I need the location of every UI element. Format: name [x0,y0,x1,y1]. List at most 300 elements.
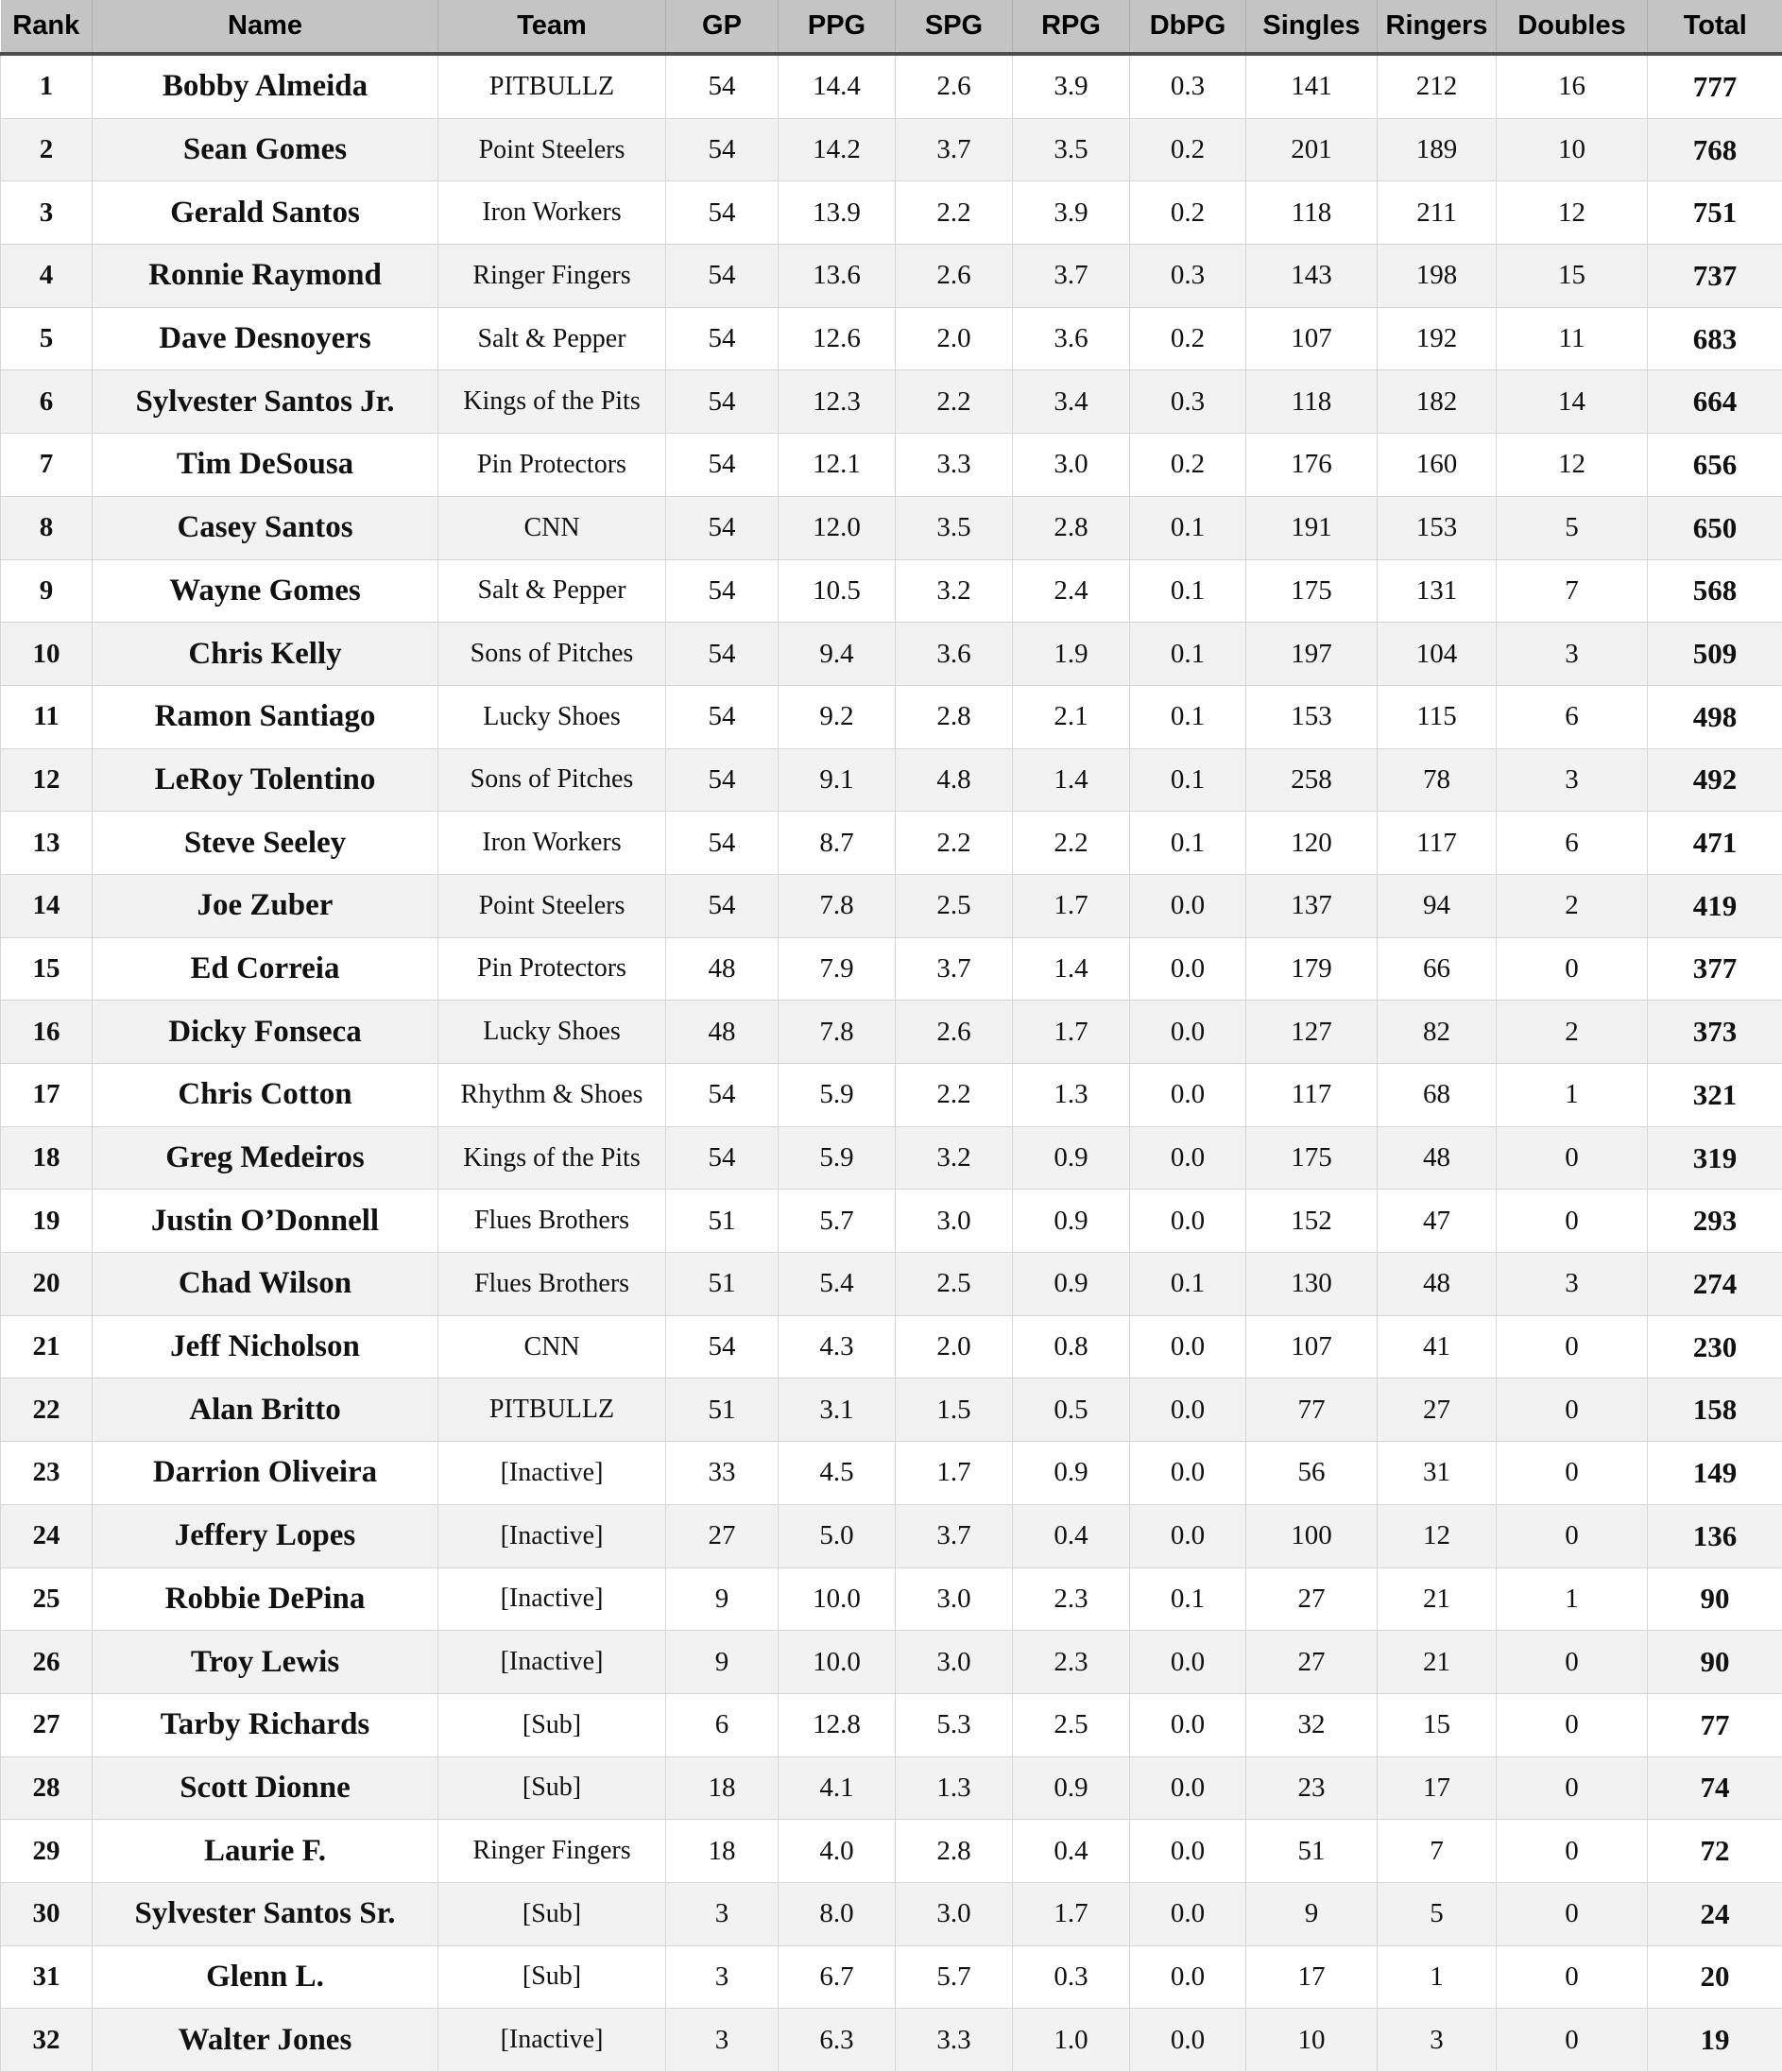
cell-spg: 3.5 [896,496,1013,559]
cell-name: Ronnie Raymond [93,245,438,308]
cell-dbpg: 0.1 [1130,1567,1246,1631]
cell-doubles: 0 [1497,1315,1648,1378]
cell-doubles: 0 [1497,1190,1648,1253]
cell-ppg: 4.3 [779,1315,896,1378]
cell-total: 77 [1648,1693,1782,1756]
cell-total: 656 [1648,434,1782,497]
cell-dbpg: 0.3 [1130,245,1246,308]
cell-doubles: 11 [1497,307,1648,370]
cell-rank: 25 [1,1567,93,1631]
cell-ppg: 13.6 [779,245,896,308]
cell-gp: 54 [666,874,779,937]
cell-ppg: 5.7 [779,1190,896,1253]
cell-rank: 13 [1,812,93,875]
cell-doubles: 1 [1497,1064,1648,1127]
table-row [1,434,1782,497]
cell-team: [Sub] [438,1882,666,1945]
cell-doubles: 14 [1497,370,1648,434]
cell-singles: 100 [1246,1504,1378,1567]
cell-rank: 26 [1,1631,93,1694]
cell-spg: 3.2 [896,559,1013,623]
table-row [1,245,1782,308]
cell-dbpg: 0.2 [1130,181,1246,245]
table-row [1,874,1782,937]
cell-singles: 197 [1246,623,1378,686]
cell-singles: 201 [1246,118,1378,181]
cell-ringers: 27 [1378,1378,1497,1442]
cell-ppg: 9.4 [779,623,896,686]
cell-rpg: 2.2 [1013,812,1130,875]
cell-dbpg: 0.0 [1130,874,1246,937]
cell-ringers: 48 [1378,1253,1497,1316]
cell-rank: 16 [1,1001,93,1064]
cell-gp: 54 [666,434,779,497]
cell-name: Jeffery Lopes [93,1504,438,1567]
cell-rpg: 3.7 [1013,245,1130,308]
cell-singles: 191 [1246,496,1378,559]
cell-team: Ringer Fingers [438,1820,666,1883]
cell-rpg: 0.9 [1013,1253,1130,1316]
cell-rank: 2 [1,118,93,181]
cell-singles: 9 [1246,1882,1378,1945]
cell-rpg: 2.3 [1013,1631,1130,1694]
cell-rank: 4 [1,245,93,308]
cell-doubles: 12 [1497,181,1648,245]
cell-total: 737 [1648,245,1782,308]
cell-ringers: 17 [1378,1756,1497,1820]
cell-team: Point Steelers [438,118,666,181]
cell-spg: 3.3 [896,434,1013,497]
cell-team: Rhythm & Shoes [438,1064,666,1127]
cell-rank: 32 [1,2009,93,2072]
cell-rpg: 3.0 [1013,434,1130,497]
cell-ppg: 9.2 [779,685,896,748]
cell-doubles: 0 [1497,1442,1648,1505]
cell-singles: 141 [1246,54,1378,118]
column-header-dbpg: DbPG [1130,0,1246,54]
cell-gp: 54 [666,307,779,370]
cell-singles: 152 [1246,1190,1378,1253]
cell-singles: 127 [1246,1001,1378,1064]
cell-doubles: 5 [1497,496,1648,559]
cell-ringers: 7 [1378,1820,1497,1883]
cell-rank: 29 [1,1820,93,1883]
cell-rpg: 1.7 [1013,1882,1130,1945]
table-row [1,1315,1782,1378]
cell-dbpg: 0.2 [1130,118,1246,181]
cell-ppg: 7.8 [779,1001,896,1064]
cell-rank: 18 [1,1126,93,1190]
cell-ringers: 192 [1378,307,1497,370]
column-header-ppg: PPG [779,0,896,54]
cell-dbpg: 0.0 [1130,1631,1246,1694]
cell-rpg: 0.4 [1013,1504,1130,1567]
cell-name: Greg Medeiros [93,1126,438,1190]
cell-gp: 54 [666,118,779,181]
cell-ringers: 182 [1378,370,1497,434]
cell-doubles: 0 [1497,1945,1648,2009]
cell-dbpg: 0.0 [1130,1315,1246,1378]
cell-singles: 175 [1246,1126,1378,1190]
cell-total: 274 [1648,1253,1782,1316]
cell-total: 19 [1648,2009,1782,2072]
cell-team: [Inactive] [438,1504,666,1567]
cell-doubles: 16 [1497,54,1648,118]
cell-rpg: 0.9 [1013,1442,1130,1505]
cell-rpg: 3.5 [1013,118,1130,181]
cell-total: 498 [1648,685,1782,748]
cell-rank: 3 [1,181,93,245]
cell-gp: 48 [666,1001,779,1064]
cell-dbpg: 0.0 [1130,1378,1246,1442]
cell-singles: 10 [1246,2009,1378,2072]
cell-dbpg: 0.3 [1130,54,1246,118]
cell-ppg: 5.9 [779,1126,896,1190]
cell-ringers: 153 [1378,496,1497,559]
cell-rpg: 2.3 [1013,1567,1130,1631]
cell-dbpg: 0.0 [1130,1945,1246,2009]
cell-team: Iron Workers [438,181,666,245]
cell-dbpg: 0.0 [1130,1126,1246,1190]
cell-total: 230 [1648,1315,1782,1378]
cell-gp: 18 [666,1756,779,1820]
table-row [1,623,1782,686]
table-row [1,1190,1782,1253]
cell-ringers: 78 [1378,748,1497,812]
cell-team: [Inactive] [438,1442,666,1505]
cell-team: [Sub] [438,1693,666,1756]
cell-ppg: 12.6 [779,307,896,370]
cell-ringers: 68 [1378,1064,1497,1127]
cell-name: Glenn L. [93,1945,438,2009]
cell-ppg: 7.9 [779,937,896,1001]
column-header-name: Name [93,0,438,54]
table-row [1,812,1782,875]
cell-name: Ed Correia [93,937,438,1001]
column-header-gp: GP [666,0,779,54]
cell-dbpg: 0.3 [1130,370,1246,434]
cell-gp: 54 [666,1064,779,1127]
cell-rpg: 1.7 [1013,874,1130,937]
cell-rank: 12 [1,748,93,812]
cell-total: 20 [1648,1945,1782,2009]
cell-ppg: 6.7 [779,1945,896,2009]
cell-rpg: 2.4 [1013,559,1130,623]
column-header-singles: Singles [1246,0,1378,54]
cell-rpg: 1.0 [1013,2009,1130,2072]
cell-gp: 54 [666,370,779,434]
cell-team: [Inactive] [438,1631,666,1694]
cell-spg: 3.0 [896,1567,1013,1631]
cell-name: Casey Santos [93,496,438,559]
cell-ringers: 12 [1378,1504,1497,1567]
cell-spg: 2.8 [896,685,1013,748]
cell-spg: 3.0 [896,1882,1013,1945]
table-row [1,1820,1782,1883]
cell-ppg: 6.3 [779,2009,896,2072]
cell-total: 24 [1648,1882,1782,1945]
cell-dbpg: 0.0 [1130,1882,1246,1945]
cell-gp: 3 [666,1882,779,1945]
cell-total: 751 [1648,181,1782,245]
cell-singles: 153 [1246,685,1378,748]
cell-team: [Sub] [438,1756,666,1820]
cell-doubles: 3 [1497,1253,1648,1316]
cell-gp: 51 [666,1190,779,1253]
cell-total: 136 [1648,1504,1782,1567]
cell-gp: 27 [666,1504,779,1567]
cell-dbpg: 0.1 [1130,748,1246,812]
table-row [1,1945,1782,2009]
cell-spg: 2.2 [896,812,1013,875]
cell-doubles: 1 [1497,1567,1648,1631]
cell-ppg: 5.4 [779,1253,896,1316]
cell-rpg: 0.9 [1013,1756,1130,1820]
cell-singles: 117 [1246,1064,1378,1127]
cell-gp: 54 [666,812,779,875]
cell-dbpg: 0.1 [1130,623,1246,686]
cell-rank: 22 [1,1378,93,1442]
cell-ringers: 211 [1378,181,1497,245]
cell-ringers: 15 [1378,1693,1497,1756]
cell-name: Steve Seeley [93,812,438,875]
cell-singles: 118 [1246,370,1378,434]
cell-spg: 3.2 [896,1126,1013,1190]
cell-singles: 120 [1246,812,1378,875]
cell-rank: 10 [1,623,93,686]
cell-ppg: 8.7 [779,812,896,875]
column-header-rpg: RPG [1013,0,1130,54]
column-header-rank: Rank [1,0,93,54]
table-row [1,748,1782,812]
cell-dbpg: 0.1 [1130,559,1246,623]
cell-ringers: 21 [1378,1631,1497,1694]
cell-name: Ramon Santiago [93,685,438,748]
table-row [1,1693,1782,1756]
cell-gp: 54 [666,1126,779,1190]
cell-team: CNN [438,496,666,559]
cell-spg: 3.3 [896,2009,1013,2072]
cell-gp: 54 [666,245,779,308]
cell-ringers: 48 [1378,1126,1497,1190]
cell-ppg: 8.0 [779,1882,896,1945]
cell-rpg: 0.4 [1013,1820,1130,1883]
table-row [1,1567,1782,1631]
cell-total: 74 [1648,1756,1782,1820]
cell-ppg: 3.1 [779,1378,896,1442]
cell-dbpg: 0.0 [1130,1442,1246,1505]
cell-singles: 17 [1246,1945,1378,2009]
cell-doubles: 6 [1497,812,1648,875]
cell-singles: 107 [1246,1315,1378,1378]
cell-doubles: 0 [1497,1126,1648,1190]
cell-dbpg: 0.0 [1130,1190,1246,1253]
cell-rank: 9 [1,559,93,623]
cell-total: 650 [1648,496,1782,559]
cell-dbpg: 0.1 [1130,685,1246,748]
cell-team: CNN [438,1315,666,1378]
cell-rank: 21 [1,1315,93,1378]
cell-doubles: 2 [1497,874,1648,937]
cell-ringers: 21 [1378,1567,1497,1631]
cell-rpg: 1.9 [1013,623,1130,686]
table-row [1,1064,1782,1127]
cell-singles: 27 [1246,1631,1378,1694]
cell-total: 768 [1648,118,1782,181]
cell-total: 90 [1648,1567,1782,1631]
cell-spg: 2.6 [896,245,1013,308]
cell-total: 149 [1648,1442,1782,1505]
cell-team: Lucky Shoes [438,685,666,748]
cell-ringers: 115 [1378,685,1497,748]
cell-ringers: 189 [1378,118,1497,181]
cell-ringers: 117 [1378,812,1497,875]
cell-team: Ringer Fingers [438,245,666,308]
cell-ringers: 82 [1378,1001,1497,1064]
cell-ringers: 160 [1378,434,1497,497]
cell-total: 683 [1648,307,1782,370]
cell-doubles: 0 [1497,1631,1648,1694]
cell-gp: 51 [666,1253,779,1316]
cell-ringers: 198 [1378,245,1497,308]
cell-spg: 1.3 [896,1756,1013,1820]
cell-rank: 15 [1,937,93,1001]
cell-doubles: 15 [1497,245,1648,308]
cell-singles: 175 [1246,559,1378,623]
table-row [1,307,1782,370]
cell-singles: 130 [1246,1253,1378,1316]
cell-total: 471 [1648,812,1782,875]
cell-name: Sylvester Santos Jr. [93,370,438,434]
cell-total: 158 [1648,1378,1782,1442]
cell-team: Point Steelers [438,874,666,937]
cell-total: 72 [1648,1820,1782,1883]
cell-rank: 8 [1,496,93,559]
cell-spg: 2.0 [896,307,1013,370]
cell-name: Dicky Fonseca [93,1001,438,1064]
cell-doubles: 3 [1497,623,1648,686]
cell-rank: 30 [1,1882,93,1945]
cell-spg: 2.2 [896,181,1013,245]
cell-rpg: 0.5 [1013,1378,1130,1442]
cell-gp: 54 [666,181,779,245]
cell-ppg: 4.5 [779,1442,896,1505]
cell-dbpg: 0.1 [1130,812,1246,875]
cell-team: Iron Workers [438,812,666,875]
cell-name: Chad Wilson [93,1253,438,1316]
cell-total: 373 [1648,1001,1782,1064]
cell-name: Sean Gomes [93,118,438,181]
cell-rank: 14 [1,874,93,937]
cell-team: Flues Brothers [438,1253,666,1316]
cell-gp: 9 [666,1631,779,1694]
cell-ringers: 5 [1378,1882,1497,1945]
cell-team: Kings of the Pits [438,370,666,434]
column-header-team: Team [438,0,666,54]
cell-rpg: 3.4 [1013,370,1130,434]
cell-doubles: 0 [1497,1756,1648,1820]
cell-ppg: 9.1 [779,748,896,812]
cell-gp: 51 [666,1378,779,1442]
cell-singles: 107 [1246,307,1378,370]
cell-singles: 77 [1246,1378,1378,1442]
cell-singles: 179 [1246,937,1378,1001]
cell-spg: 2.2 [896,1064,1013,1127]
cell-ringers: 47 [1378,1190,1497,1253]
cell-spg: 2.8 [896,1820,1013,1883]
cell-spg: 1.5 [896,1378,1013,1442]
cell-total: 90 [1648,1631,1782,1694]
cell-ppg: 13.9 [779,181,896,245]
column-header-doubles: Doubles [1497,0,1648,54]
cell-dbpg: 0.0 [1130,937,1246,1001]
cell-rank: 20 [1,1253,93,1316]
table-row [1,1442,1782,1505]
cell-team: Salt & Pepper [438,559,666,623]
cell-ppg: 10.0 [779,1631,896,1694]
cell-name: Alan Britto [93,1378,438,1442]
cell-ppg: 12.8 [779,1693,896,1756]
cell-dbpg: 0.0 [1130,1820,1246,1883]
column-header-total: Total [1648,0,1782,54]
cell-total: 509 [1648,623,1782,686]
cell-rpg: 3.9 [1013,181,1130,245]
cell-ringers: 66 [1378,937,1497,1001]
cell-ppg: 7.8 [779,874,896,937]
cell-singles: 51 [1246,1820,1378,1883]
cell-ringers: 1 [1378,1945,1497,2009]
cell-gp: 33 [666,1442,779,1505]
cell-doubles: 7 [1497,559,1648,623]
cell-team: Flues Brothers [438,1190,666,1253]
cell-singles: 143 [1246,245,1378,308]
cell-dbpg: 0.0 [1130,1756,1246,1820]
cell-gp: 54 [666,685,779,748]
cell-gp: 54 [666,748,779,812]
table-row [1,496,1782,559]
cell-name: Gerald Santos [93,181,438,245]
cell-total: 293 [1648,1190,1782,1253]
cell-ringers: 212 [1378,54,1497,118]
cell-rank: 11 [1,685,93,748]
cell-ringers: 94 [1378,874,1497,937]
cell-ppg: 5.9 [779,1064,896,1127]
cell-dbpg: 0.2 [1130,434,1246,497]
table-row [1,937,1782,1001]
cell-gp: 18 [666,1820,779,1883]
cell-rank: 24 [1,1504,93,1567]
column-header-ringers: Ringers [1378,0,1497,54]
cell-rpg: 2.8 [1013,496,1130,559]
cell-spg: 3.7 [896,937,1013,1001]
cell-ppg: 10.5 [779,559,896,623]
table-row [1,1631,1782,1694]
cell-total: 321 [1648,1064,1782,1127]
cell-dbpg: 0.0 [1130,1064,1246,1127]
cell-doubles: 0 [1497,1882,1648,1945]
cell-total: 777 [1648,54,1782,118]
table-row [1,1001,1782,1064]
cell-doubles: 0 [1497,1820,1648,1883]
cell-total: 492 [1648,748,1782,812]
cell-team: Sons of Pitches [438,623,666,686]
cell-spg: 3.6 [896,623,1013,686]
cell-spg: 1.7 [896,1442,1013,1505]
cell-ppg: 4.1 [779,1756,896,1820]
cell-dbpg: 0.1 [1130,1253,1246,1316]
cell-dbpg: 0.0 [1130,1504,1246,1567]
table-row [1,2009,1782,2072]
